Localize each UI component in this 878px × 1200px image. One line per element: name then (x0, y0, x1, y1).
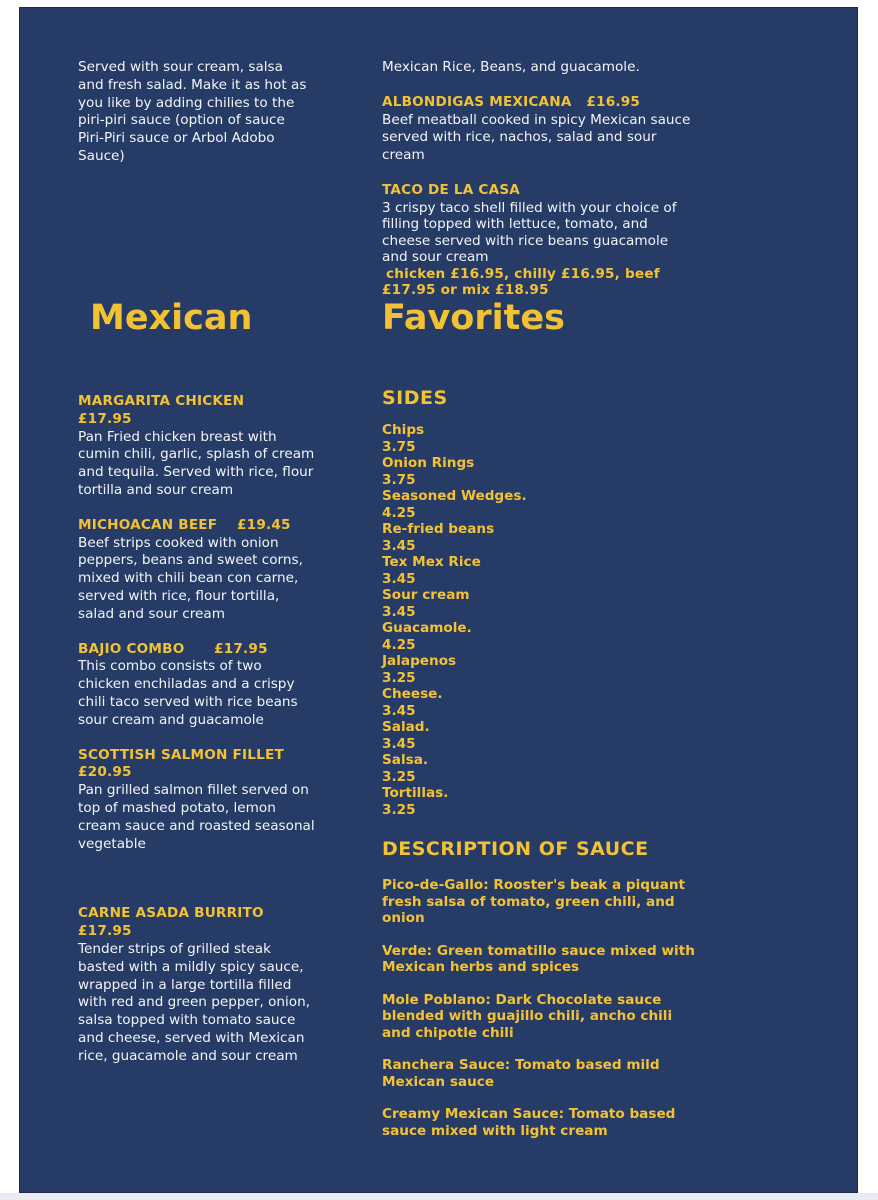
item-title: SCOTTISH SALMON FILLET (78, 746, 284, 763)
item-desc: Beef strips cooked with onion peppers, beans and sweet corns, mixed with chili bean con carne, served with rice, flour tortilla, salad and sour cream (78, 534, 303, 622)
menu-item-carne-asada-burrito (78, 905, 316, 1065)
taco-prices-line1: chicken £16.95, chilly £16.95, beef (386, 265, 660, 282)
albondigas-item (382, 94, 697, 165)
sauce-item: Verde: Green tomatillo sauce mixed with Mexican herbs and spices (382, 942, 695, 975)
side-name: Salad. (382, 719, 430, 735)
left-items (78, 393, 316, 1066)
albondigas-title: ALBONDIGAS MEXICANA £16.95 (382, 93, 641, 110)
side-price: 4.25 (382, 504, 416, 521)
item-title: BAJIO COMBO £17.95 (78, 640, 268, 657)
side-price: 3.45 (382, 735, 416, 752)
side-price: 3.25 (382, 768, 416, 785)
item-price: £17.95 (78, 923, 132, 940)
side-price: 3.45 (382, 570, 416, 587)
side-price: 3.45 (382, 702, 416, 719)
side-name: Onion Rings (382, 455, 475, 471)
side-name: Tex Mex Rice (382, 554, 481, 570)
item-title: CARNE ASADA BURRITO (78, 905, 264, 922)
taco-item (382, 182, 697, 299)
side-name: Re-fried beans (382, 521, 495, 537)
sides-section (382, 386, 702, 818)
item-price: £17.95 (78, 410, 132, 427)
side-price: 3.75 (382, 471, 416, 488)
sauce-item: Creamy Mexican Sauce: Tomato based sauce mixed with light cream (382, 1106, 676, 1139)
taco-desc: 3 crispy taco shell filled with your choice of filling topped with lettuce, tomato, and cheese served with rice beans guacamole and sour cream (382, 199, 677, 266)
side-price: 3.45 (382, 603, 416, 620)
side-name: Sour cream (382, 587, 470, 603)
heading-favorites: Favorites (382, 298, 565, 338)
menu-item-bajio-combo (78, 641, 316, 730)
menu-item-michoacan-beef (78, 517, 316, 624)
right-top-block (382, 59, 697, 299)
sauce-section (382, 837, 702, 1139)
sauce-item: Mole Poblano: Dark Chocolate sauce blended with guajillo chili, ancho chili and chipotle chili (382, 991, 673, 1041)
item-price: £20.95 (78, 764, 132, 781)
albondigas-desc: Beef meatball cooked in spicy Mexican sauce served with rice, nachos, salad and sour cream (382, 111, 691, 164)
side-price: 3.45 (382, 537, 416, 554)
sides-list (382, 422, 702, 818)
left-intro-text: Served with sour cream, salsa and fresh salad. Make it as hot as you like by adding chilies to the piri-piri sauce (option of sauce Piri-Piri sauce or Arbol Adobo Sauce) (78, 59, 307, 164)
side-name: Guacamole. (382, 620, 472, 636)
side-name: Seasoned Wedges. (382, 488, 527, 504)
side-price: 3.25 (382, 801, 416, 818)
side-name: Salsa. (382, 752, 429, 768)
side-name: Cheese. (382, 686, 443, 702)
side-price: 3.75 (382, 438, 416, 455)
side-name: Chips (382, 422, 425, 438)
item-desc: Tender strips of grilled steak basted with a mildly spicy sauce, wrapped in a large tortilla filled with red and green pepper, onion, salsa topped with tomato sauce and cheese, served with Mexican rice, guacamole and sour cream (78, 940, 311, 1064)
taco-prices-line2: £17.95 or mix £18.95 (382, 282, 549, 299)
side-price: 4.25 (382, 636, 416, 653)
heading-mexican: Mexican (90, 298, 253, 338)
side-price: 3.25 (382, 669, 416, 686)
sauce-item: Pico-de-Gallo: Rooster's beak a piquant fresh salsa of tomato, green chili, and onion (382, 877, 686, 926)
item-desc: Pan grilled salmon fillet served on top of mashed potato, lemon cream sauce and roasted seasonal vegetable (78, 782, 315, 852)
right-intro-text: Mexican Rice, Beans, and guacamole. (382, 59, 640, 75)
sauce-item: Ranchera Sauce: Tomato based mild Mexican sauce (382, 1057, 660, 1090)
item-desc: Pan Fried chicken breast with cumin chili, garlic, splash of cream and tequila. Served with rice, flour tortilla and sour cream (78, 428, 315, 498)
side-name: Jalapenos (382, 653, 457, 669)
taco-title: TACO DE LA CASA (382, 181, 521, 198)
sauce-heading: DESCRIPTION OF SAUCE (382, 838, 649, 860)
menu-page (19, 7, 858, 1193)
item-desc: This combo consists of two chicken enchiladas and a crispy chili taco served with rice beans sour cream and guacamole (78, 658, 298, 728)
sides-heading: SIDES (382, 387, 448, 409)
bottom-strip (0, 1193, 878, 1200)
side-name: Tortillas. (382, 785, 449, 801)
menu-item-margarita-chicken (78, 393, 316, 500)
item-title: MICHOACAN BEEF £19.45 (78, 516, 291, 533)
item-title: MARGARITA CHICKEN (78, 393, 245, 409)
menu-item-scottish-salmon (78, 747, 316, 854)
